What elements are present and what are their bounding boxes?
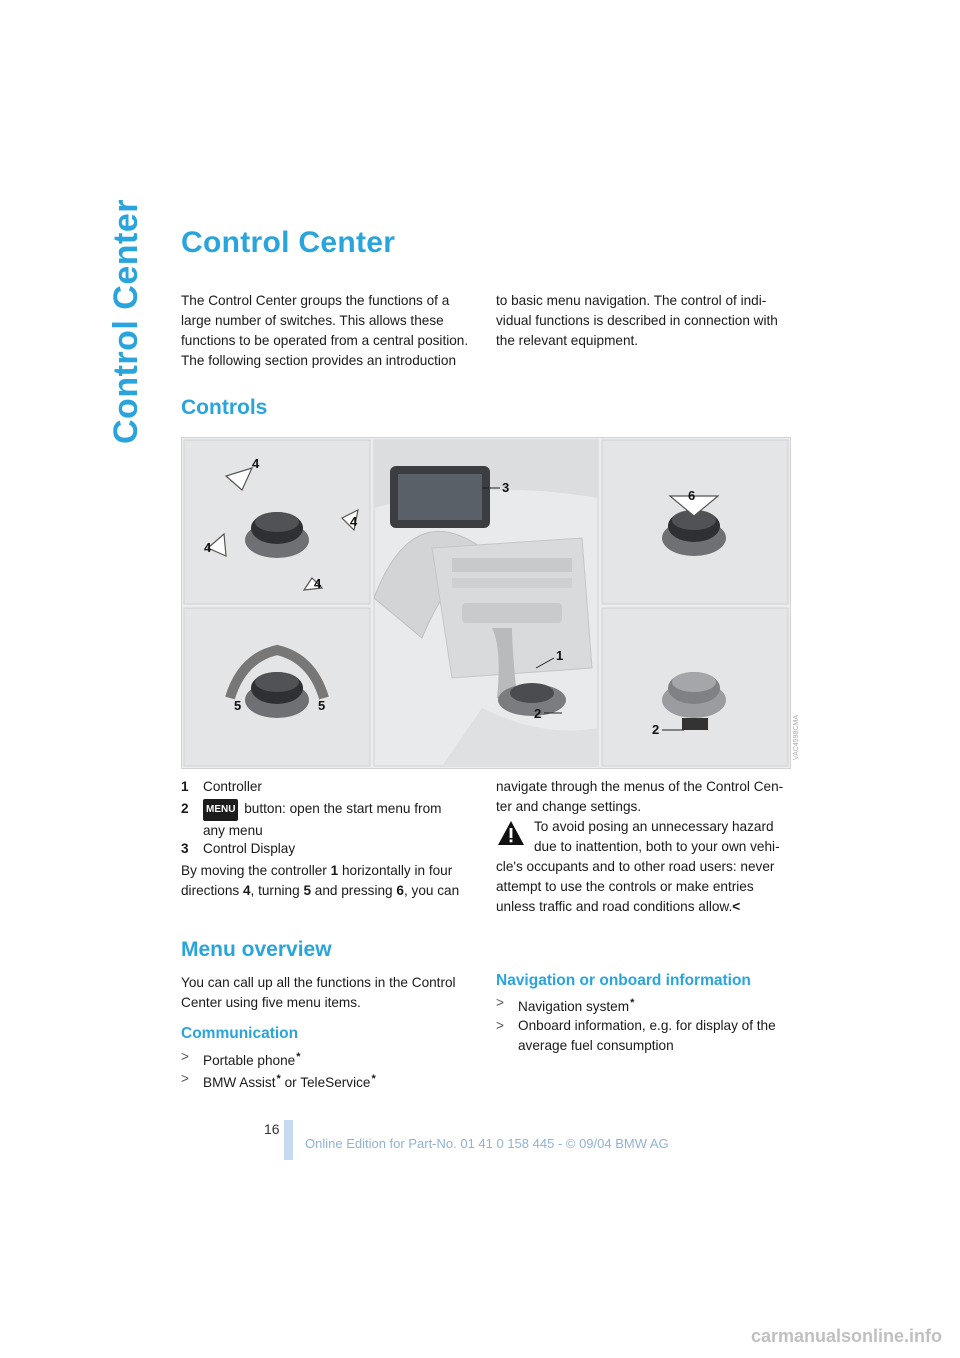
footer-accent-bar [284, 1120, 293, 1160]
controls-illustration [181, 437, 791, 769]
figure-label-1: 1 [556, 648, 564, 663]
page-title: Control Center [181, 226, 396, 259]
figure-label-4-right: 4 [350, 514, 358, 529]
menu-overview-heading: Menu overview [181, 938, 332, 961]
warning-text-top: To avoid posing an unnecessary hazard due to inattention, both to your own vehi- [534, 819, 780, 854]
figure-label-2-right: 2 [652, 722, 660, 737]
navigate-paragraph: navigate through the menus of the Control Cen-ter and change settings. [496, 779, 784, 814]
watermark: carmanualsonline.info [751, 1326, 943, 1346]
figure-code: VAC4598CMA [793, 714, 800, 760]
footer-edition-text: Online Edition for Part-No. 01 41 0 158 445 - © 09/04 BMW AG [305, 1136, 669, 1151]
list-item-control-display: 3 Control Display [181, 841, 296, 856]
warning-text-rest: cle's occupants and to other road users: never attempt to use the controls or make entries unless traffic and road conditions allow.< [496, 859, 775, 914]
list-item-menu-button: 2 MENU button: open the start menu from any menu [181, 801, 442, 838]
menu-button-icon: MENU [203, 799, 238, 821]
intro-right-paragraph: to basic menu navigation. The control of indi-vidual functions is described in connection with the relevant equipment. [496, 293, 778, 348]
figure-label-6: 6 [688, 488, 696, 503]
figure-label-2-center: 2 [534, 706, 542, 721]
communication-heading: Communication [181, 1025, 299, 1042]
figure-label-5-right: 5 [318, 698, 326, 713]
menu-overview-intro: You can call up all the functions in the Control Center using five menu items. [181, 975, 456, 1010]
figure-label-4-bottom: 4 [314, 576, 322, 591]
figure-label-4-top: 4 [252, 456, 260, 471]
navigation-heading: Navigation or onboard information [496, 972, 751, 989]
figure-label-3: 3 [502, 480, 510, 495]
list-item-controller: 1 Controller [181, 779, 262, 794]
controls-heading: Controls [181, 396, 268, 419]
figure-label-4-left: 4 [204, 540, 212, 555]
warning-icon [497, 820, 525, 846]
moving-controller-paragraph: By moving the controller 1 horizontally in four directions 4, turning 5 and pressing 6, you can [181, 863, 460, 898]
intro-left-paragraph: The Control Center groups the functions of a large number of switches. This allows these functions to be operated from a central position. The following section provides an introduction [181, 293, 469, 368]
page-number: 16 [264, 1121, 280, 1137]
figure-label-5-left: 5 [234, 698, 242, 713]
controls-illustration-graphic [182, 438, 790, 768]
list-item-onboard-information: > Onboard information, e.g. for display of the average fuel consumption [496, 1018, 776, 1053]
